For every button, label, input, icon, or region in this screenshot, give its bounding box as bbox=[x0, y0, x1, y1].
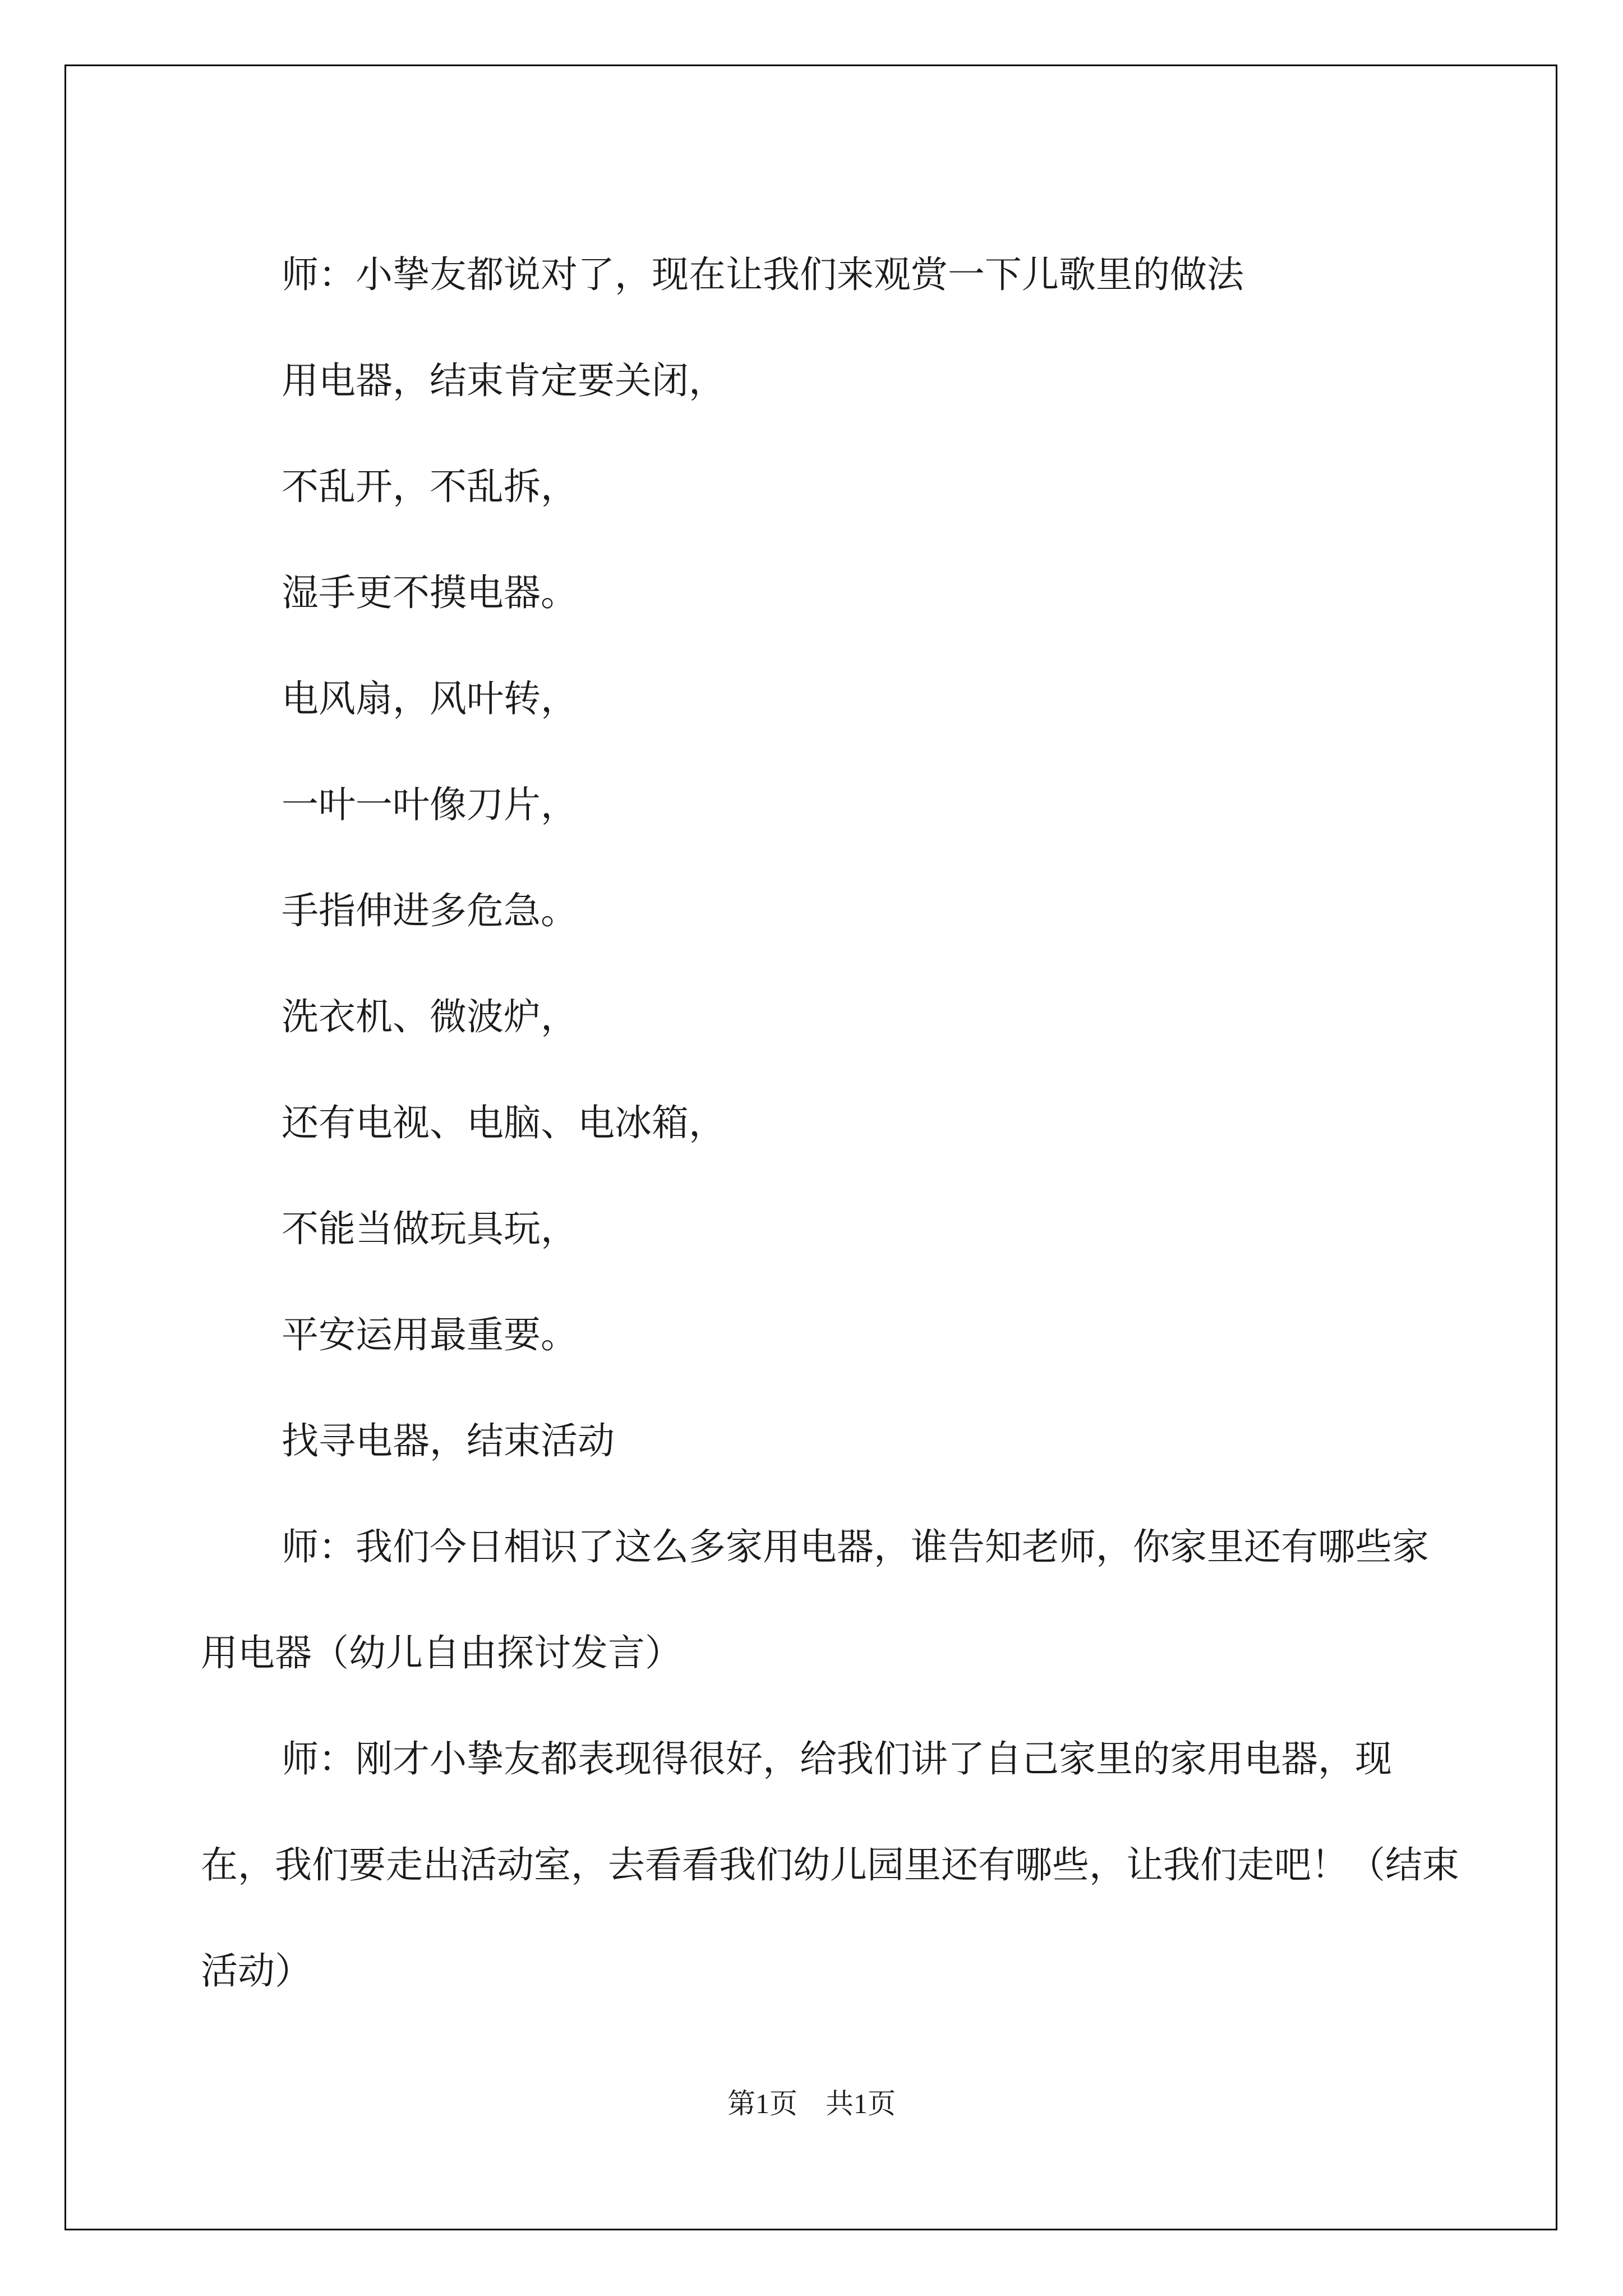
page-total: 共1页 bbox=[826, 2088, 896, 2119]
paragraph: 还有电视、电脑、电冰箱， bbox=[282, 1101, 726, 1144]
paragraph: 洗衣机、微波炉， bbox=[282, 995, 578, 1038]
paragraph: 师：我们今日相识了这么多家用电器，谁告知老师，你家里还有哪些家用电器（幼儿自由探讨发言） bbox=[201, 1525, 1429, 1674]
paragraph: 师：刚才小挚友都表现得很好，给我们讲了自己家里的家用电器，现在，我们要走出活动室，去看看我们幼儿园里还有哪些，让我们走吧！（结束活动） bbox=[201, 1737, 1459, 1993]
paragraph: 不能当做玩具玩， bbox=[282, 1207, 578, 1250]
paragraph: 电风扇，风叶转， bbox=[282, 677, 578, 720]
paragraph: 湿手更不摸电器。 bbox=[282, 571, 578, 614]
paragraph: 一叶一叶像刀片， bbox=[282, 783, 578, 826]
page-footer bbox=[0, 2087, 1623, 2120]
page-number: 第1页 bbox=[727, 2088, 797, 2119]
paragraph: 找寻电器，结束活动 bbox=[282, 1419, 615, 1462]
paragraph: 师：小挚友都说对了，现在让我们来观赏一下儿歌里的做法 bbox=[282, 253, 1244, 296]
paragraph: 用电器，结束肯定要关闭， bbox=[282, 359, 726, 402]
paragraph: 手指伸进多危急。 bbox=[282, 889, 578, 932]
paragraph: 平安运用最重要。 bbox=[282, 1313, 578, 1356]
paragraph: 不乱开，不乱拆， bbox=[282, 465, 578, 508]
document-body bbox=[201, 222, 1460, 2024]
